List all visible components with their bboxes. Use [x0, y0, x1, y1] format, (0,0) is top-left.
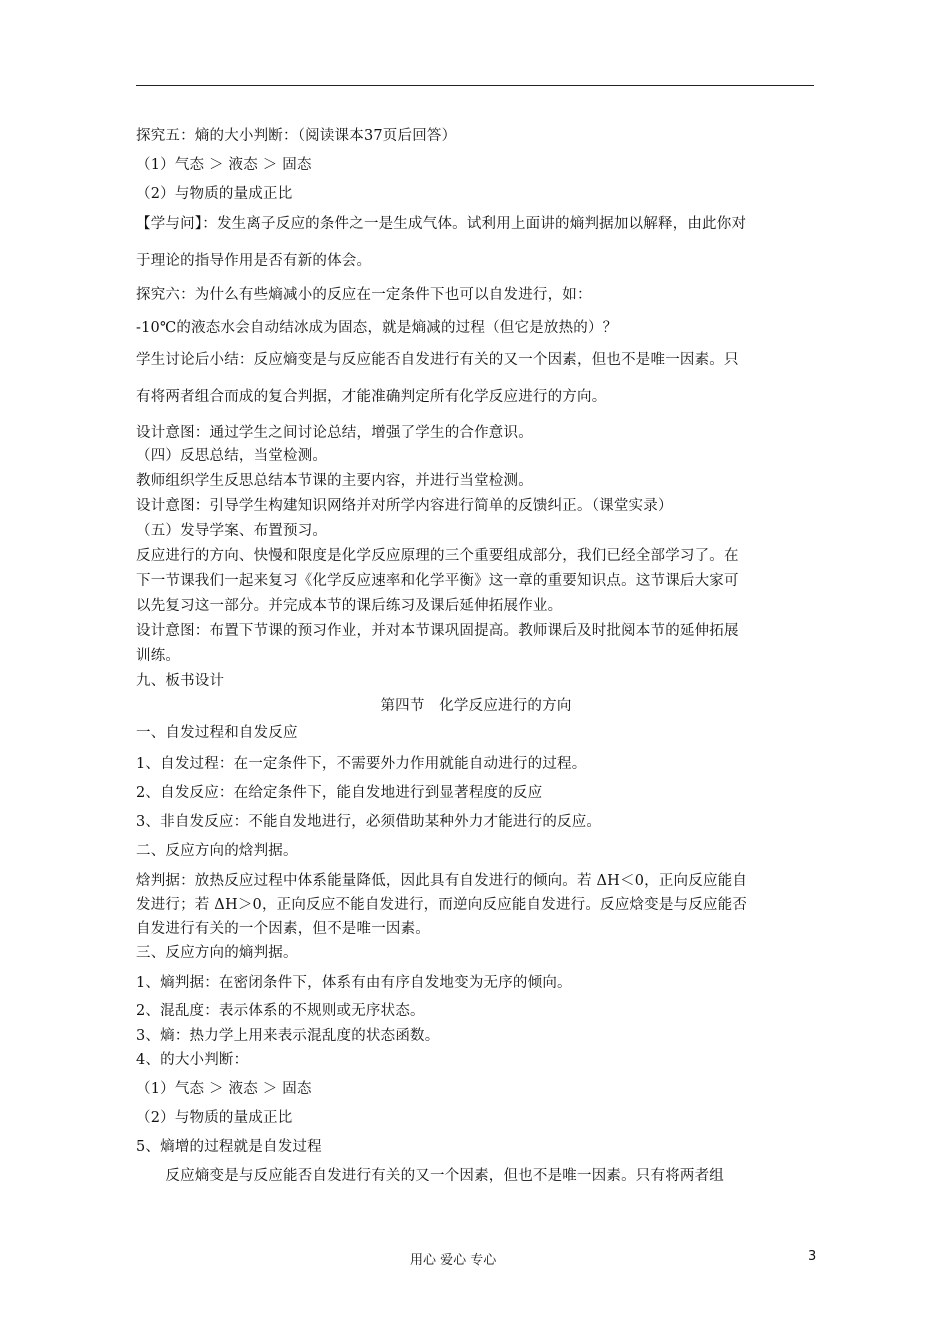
- text-line: 九、板书设计: [136, 673, 225, 689]
- text-line: （2）与物质的量成正比: [136, 1110, 293, 1126]
- text-line: 二、反应方向的焓判据。: [136, 843, 298, 859]
- text-line: 学生讨论后小结：反应熵变是与反应能否自发进行有关的又一个因素，但也不是唯一因素。只: [136, 352, 739, 368]
- text-line: （四）反思总结，当堂检测。: [136, 448, 328, 464]
- footer-motto: 用心 爱心 专心: [410, 1253, 497, 1268]
- text-line: 反应进行的方向、快慢和限度是化学反应原理的三个重要组成部分，我们已经全部学习了。在: [136, 548, 739, 564]
- text-line: 训练。: [136, 648, 181, 664]
- text-line: 2、自发反应：在给定条件下，能自发地进行到显著程度的反应: [136, 785, 543, 801]
- page-number: 3: [808, 1249, 817, 1264]
- text-line: 【学与问】：发生离子反应的条件之一是生成气体。试利用上面讲的熵判据加以解释，由此你对: [136, 216, 747, 232]
- text-line: 5、熵增的过程就是自发过程: [136, 1139, 322, 1155]
- text-line: 一、自发过程和自发反应: [136, 725, 298, 741]
- text-line: 有将两者组合而成的复合判据，才能准确判定所有化学反应进行的方向。: [136, 389, 607, 405]
- text-line: 下一节课我们一起来复习《化学反应速率和化学平衡》这一章的重要知识点。这节课后大家可: [136, 573, 739, 589]
- text-line: 3、熵：热力学上用来表示混乱度的状态函数。: [136, 1028, 440, 1044]
- text-line: （2）与物质的量成正比: [136, 186, 293, 202]
- text-line: 自发进行有关的一个因素，但不是唯一因素。: [136, 921, 430, 937]
- text-line: 焓判据：放热反应过程中体系能量降低，因此具有自发进行的倾向。若 ΔH＜0，正向反应能自: [136, 873, 748, 889]
- text-line: -10℃的液态水会自动结冰成为固态，就是熵减的过程（但它是放热的）？: [136, 320, 618, 336]
- text-line: 1、自发过程：在一定条件下，不需要外力作用就能自动进行的过程。: [136, 756, 587, 772]
- text-line: 2、混乱度：表示体系的不规则或无序状态。: [136, 1003, 425, 1019]
- text-line: 探究五：熵的大小判断：（阅读课本37页后回答）: [136, 128, 457, 144]
- text-line: （1）气态 ＞ 液态 ＞ 固态: [136, 157, 312, 173]
- text-line: 设计意图：通过学生之间讨论总结，增强了学生的合作意识。: [136, 425, 533, 441]
- text-line: （1）气态 ＞ 液态 ＞ 固态: [136, 1081, 312, 1097]
- text-line: （五）发导学案、布置预习。: [136, 523, 328, 539]
- text-line: 4、的大小判断：: [136, 1052, 249, 1068]
- text-line: 探究六：为什么有些熵减小的反应在一定条件下也可以自发进行，如：: [136, 287, 592, 303]
- text-line: 三、反应方向的熵判据。: [136, 945, 298, 961]
- text-line: 于理论的指导作用是否有新的体会。: [136, 253, 372, 269]
- text-line: 3、非自发反应：不能自发地进行，必须借助某种外力才能进行的反应。: [136, 814, 602, 830]
- text-line: 反应熵变是与反应能否自发进行有关的又一个因素，但也不是唯一因素。只有将两者组: [136, 1168, 724, 1184]
- text-line: 设计意图：引导学生构建知识网络并对所学内容进行简单的反馈纠正。（课堂实录）: [136, 498, 673, 514]
- text-line: 设计意图：布置下节课的预习作业，并对本节课巩固提高。教师课后及时批阅本节的延伸拓展: [136, 623, 739, 639]
- text-line: 1、熵判据：在密闭条件下，体系有由有序自发地变为无序的倾向。: [136, 975, 572, 991]
- header-rule: [136, 85, 814, 86]
- text-line: 教师组织学生反思总结本节课的主要内容，并进行当堂检测。: [136, 473, 533, 489]
- text-line: 以先复习这一部分。并完成本节的课后练习及课后延伸拓展作业。: [136, 598, 563, 614]
- board-title: 第四节 化学反应进行的方向: [380, 698, 572, 714]
- text-line: 发进行；若 ΔH＞0，正向反应不能自发进行，而逆向反应能自发进行。反应焓变是与反应能否: [136, 897, 748, 913]
